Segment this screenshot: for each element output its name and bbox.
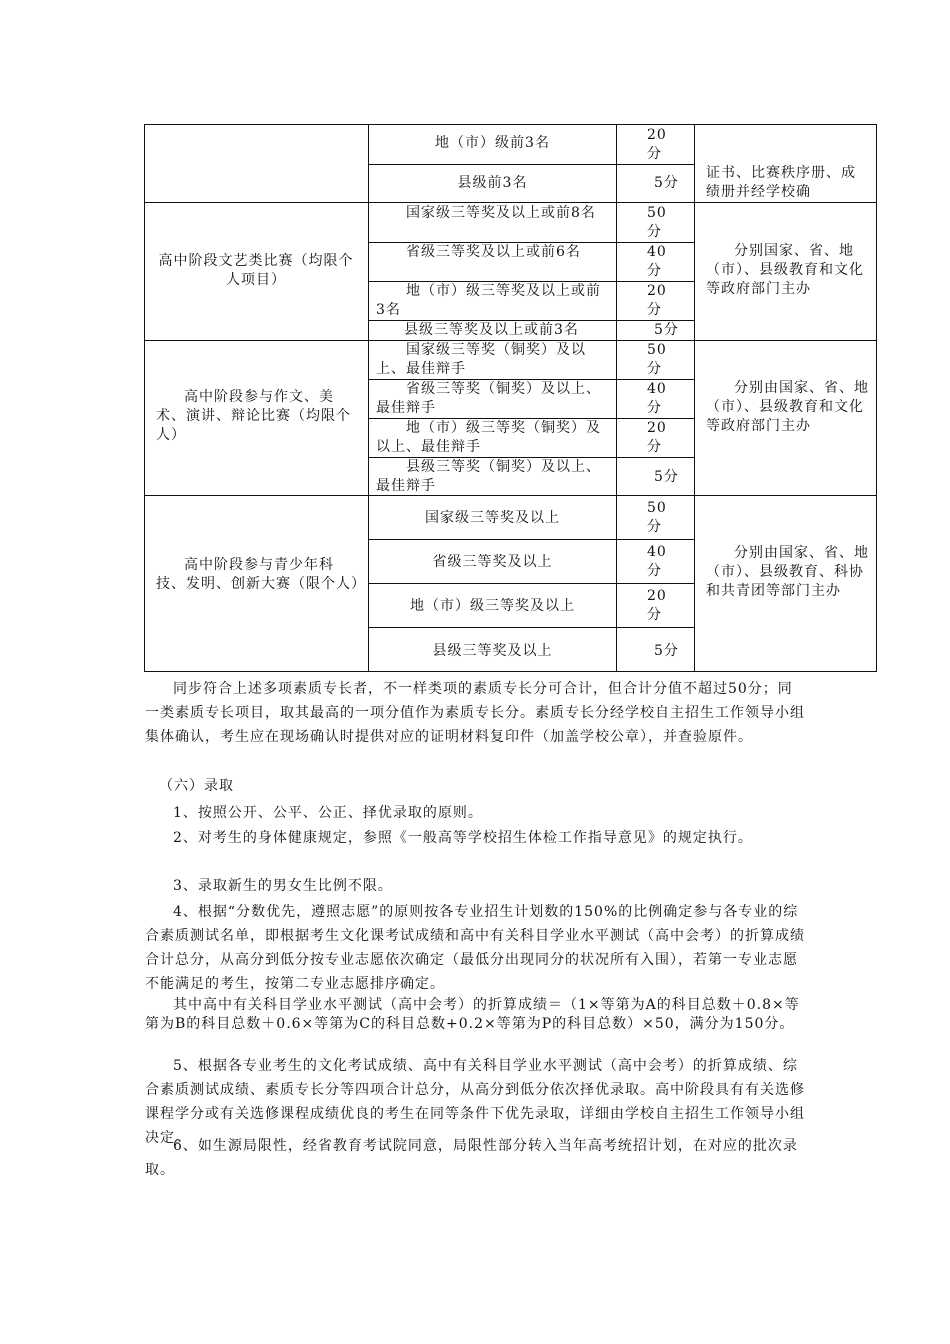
score-cell: 20分 bbox=[647, 420, 667, 455]
score-cell: 5分 bbox=[654, 469, 679, 485]
score-cell: 5分 bbox=[654, 175, 679, 191]
category-cell: 高中阶段参与青少年科技、发明、创新大赛（限个人） bbox=[156, 557, 366, 592]
score-cell: 20分 bbox=[647, 283, 667, 318]
score-cell: 40分 bbox=[647, 544, 667, 579]
paragraph-admission-2: 2、对考生的身体健康规定，参照《一般高等学校招生体检工作指导意见》的规定执行。 bbox=[173, 830, 753, 846]
score-cell: 5分 bbox=[654, 643, 679, 659]
criterion-cell: 县级三等奖及以上或前3名 bbox=[404, 322, 579, 338]
table-border bbox=[144, 124, 145, 672]
criterion-cell: 省级三等奖及以上 bbox=[432, 554, 553, 570]
column-divider bbox=[368, 124, 369, 672]
note-cell: 分别由国家、省、地（市）、县级教育和文化等政府部门主办 bbox=[706, 380, 869, 434]
score-cell: 20分 bbox=[647, 588, 667, 623]
paragraph-score-formula: 其中高中有关科目学业水平测试（高中会考）的折算成绩＝（1×等第为A的科目总数＋0.8×等第为B的科目总数＋0.6×等第为C的科目总数+0.2×等第为P的科目总数）×50，满分为150分。 bbox=[145, 997, 800, 1032]
score-cell: 50分 bbox=[647, 342, 667, 377]
paragraph-admission-6: 6、如生源局限性，经省教育考试院同意，局限性部分转入当年高考统招计划，在对应的批次录取。 bbox=[145, 1138, 798, 1178]
specialty-score-table bbox=[144, 124, 877, 672]
column-divider bbox=[694, 124, 695, 672]
score-cell: 5分 bbox=[654, 322, 679, 338]
category-cell: 高中阶段参与作文、美术、演讲、辩论比赛（均限个人） bbox=[156, 389, 351, 443]
criterion-cell: 国家级三等奖及以上 bbox=[425, 510, 560, 526]
note-cell: 分别国家、省、地（市）、县级教育和文化等政府部门主办 bbox=[706, 243, 864, 297]
score-cell: 20分 bbox=[647, 127, 667, 162]
note-cell: 分别由国家、省、地（市）、县级教育、科协和共青团等部门主办 bbox=[706, 545, 869, 599]
criterion-cell: 县级前3名 bbox=[457, 175, 528, 191]
criterion-cell: 省级三等奖（铜奖）及以上、最佳辩手 bbox=[376, 381, 601, 416]
table-border bbox=[144, 124, 877, 125]
paragraph-admission-3: 3、录取新生的男女生比例不限。 bbox=[173, 878, 393, 894]
category-cell: 高中阶段文艺类比赛（均限个人项目） bbox=[158, 253, 354, 288]
paragraph-merge-rule: 同步符合上述多项素质专长者，不一样类项的素质专长分可合计，但合计分值不超过50分；同一类素质专长项目，取其最高的一项分值作为素质专长分。素质专长分经学校自主招生工作领导小组集体确认，考生应在现场确认时提供对应的证明材料复印件（加盖学校公章），并查验原件。 bbox=[145, 681, 805, 745]
criterion-cell: 国家级三等奖（铜奖）及以上、最佳辩手 bbox=[376, 342, 586, 377]
score-cell: 50分 bbox=[647, 205, 667, 240]
paragraph-admission-1: 1、按照公开、公平、公正、择优录取的原则。 bbox=[173, 805, 483, 821]
row-divider bbox=[368, 164, 695, 165]
criterion-cell: 省级三等奖及以上或前6名 bbox=[406, 244, 581, 260]
criterion-cell: 地（市）级前3名 bbox=[435, 135, 550, 151]
paragraph-admission-5: 5、根据各专业考生的文化考试成绩、高中有关科目学业水平测试（高中会考）的折算成绩、综合素质测试成绩、素质专长分等四项合计总分，从高分到低分依次择优录取。高中阶段具有有关选修课程学分或有关选修课程成绩优良的考生在同等条件下优先录取，详细由学校自主招生工作领导小组决定。 bbox=[145, 1058, 805, 1146]
row-divider bbox=[368, 627, 695, 628]
criterion-cell: 地（市）级三等奖（铜奖）及以上、最佳辩手 bbox=[376, 420, 601, 455]
criterion-cell: 地（市）级三等奖及以上 bbox=[410, 598, 575, 614]
paragraph-admission-4: 4、根据“分数优先，遵照志愿”的原则按各专业招生计划数的150%的比例确定参与各专业的综合素质测试名单，即根据考生文化课考试成绩和高中有关科目学业水平测试（高中会考）的折算成绩合计总分，从高分到低分按专业志愿依次确定（最低分出现同分的状况所有入围），若第一专业志愿不能满足的考生，按第二专业志愿排序确定。 bbox=[145, 904, 805, 992]
criterion-cell: 国家级三等奖及以上或前8名 bbox=[406, 205, 596, 221]
column-divider bbox=[616, 124, 617, 672]
section-heading-admission: （六）录取 bbox=[159, 778, 234, 794]
table-border bbox=[144, 671, 877, 672]
criterion-cell: 县级三等奖及以上 bbox=[432, 643, 553, 659]
criterion-cell: 地（市）级三等奖及以上或前3名 bbox=[376, 283, 601, 318]
group-divider bbox=[144, 202, 877, 203]
row-divider bbox=[368, 539, 695, 540]
criterion-cell: 县级三等奖（铜奖）及以上、最佳辩手 bbox=[376, 459, 601, 494]
score-cell: 40分 bbox=[647, 244, 667, 279]
score-cell: 50分 bbox=[647, 500, 667, 535]
score-cell: 40分 bbox=[647, 381, 667, 416]
row-divider bbox=[368, 583, 695, 584]
note-cell: 证书、比赛秩序册、成绩册并经学校确 bbox=[706, 165, 856, 200]
table-border bbox=[876, 124, 877, 672]
